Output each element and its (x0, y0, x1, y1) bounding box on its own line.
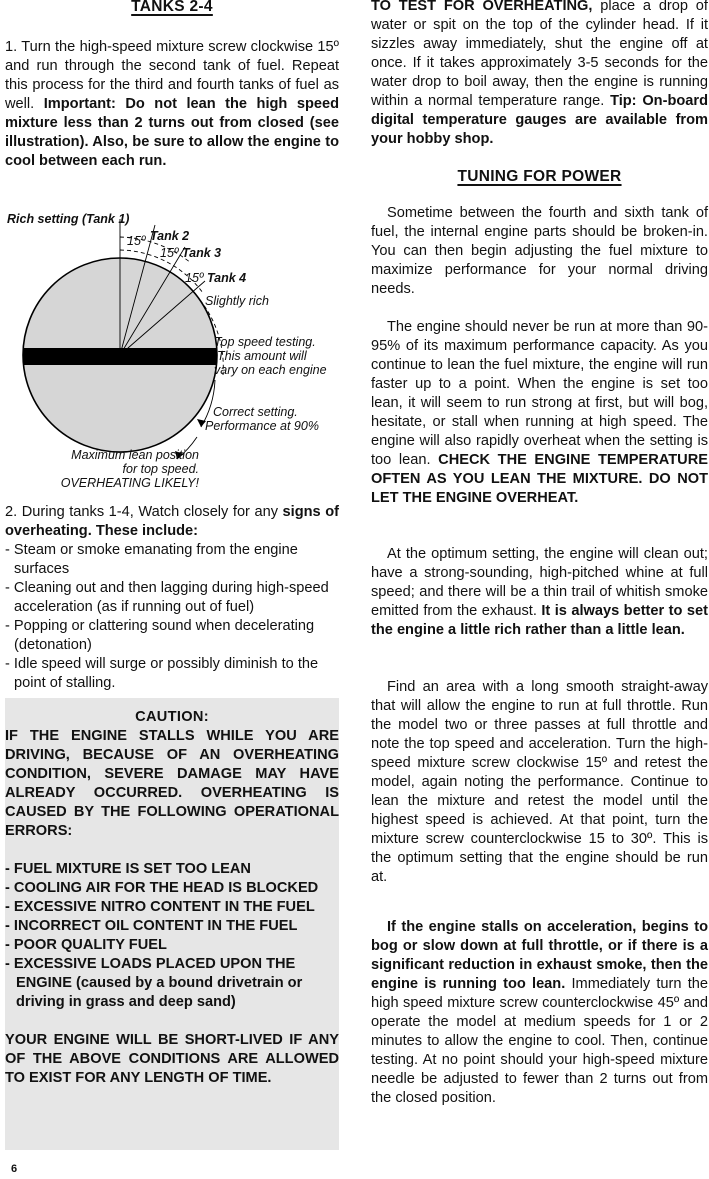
tanks-step-2-bold: signs of overheating. These include: (5, 504, 339, 539)
overheating-signs-list (5, 541, 339, 693)
tuning-paragraph-3-bold: It is always better to set the engine a little rich rather than a little lean. (371, 603, 708, 638)
tank-4-label: Tank 4 (207, 271, 247, 285)
tuning-paragraph-5 (371, 918, 708, 1108)
tuning-paragraph-1: Sometime between the fourth and sixth tank of fuel, the internal engine parts should be broken-in. You can then begin adjusting the fuel mixture to maximize performance for your normal driving needs. (371, 205, 708, 297)
overheat-test-paragraph (371, 0, 708, 149)
tuning-paragraph-3 (371, 545, 708, 640)
overheat-test-text: place a drop of water or spit on the top of the cylinder head. If it sizzles away immediately, shut the engine off at once. If it takes approximately 3-5 seconds for the water drop to boil away, then the engine is running within a normal temperature range. (371, 0, 708, 109)
correct-setting-line-2: Performance at 90% (205, 419, 319, 433)
caution-errors-list (5, 860, 339, 1012)
top-speed-line-1: Top speed testing. (214, 335, 316, 349)
tanks-heading: TANKS 2-4 (131, 0, 213, 15)
list-item: - FUEL MIXTURE IS SET TOO LEAN (5, 861, 251, 877)
slightly-rich-label: Slightly rich (205, 294, 269, 308)
tank-2-label: Tank 2 (150, 229, 190, 243)
tanks-step-1-text: 1. Turn the high-speed mixture screw clockwise 15º and run through the second tank of fuel. Repeat this process for the third and fourth tanks of fuel as well. (5, 39, 339, 112)
rich-setting-label: Rich setting (Tank 1) (7, 212, 130, 226)
list-item: - EXCESSIVE LOADS PLACED UPON THE ENGINE (caused by a bound drivetrain or driving in grass and deep sand) (5, 956, 303, 1010)
tuning-heading: TUNING FOR POWER (457, 168, 622, 185)
list-item: - INCORRECT OIL CONTENT IN THE FUEL (5, 918, 298, 934)
deg-label-3: 15º (185, 271, 204, 285)
tanks-step-2-text: 2. During tanks 1-4, Watch closely for any (5, 504, 278, 520)
list-item: - COOLING AIR FOR THE HEAD IS BLOCKED (5, 880, 319, 896)
tuning-paragraph-5-bold: If the engine stalls on acceleration, begins to bog or slow down at full throttle, or if there is a significant reduction in exhaust smoke, then the engine is running too lean. (371, 919, 708, 992)
list-item: - Idle speed will surge or possibly diminish to the point of stalling. (5, 656, 319, 691)
overheat-test-lead: TO TEST FOR OVERHEATING, (371, 0, 593, 14)
tanks-step-1-important: Important: Do not lean the high speed mixture less than 2 turns out from closed (see illustration). Also, be sure to allow the engine to cool between each run. (5, 96, 340, 169)
list-item: - Cleaning out and then lagging during high-speed acceleration (as if running out of fuel) (5, 580, 329, 615)
list-item: - Popping or clattering sound when decelerating (detonation) (5, 618, 315, 653)
tuning-paragraph-2 (371, 318, 708, 508)
tuning-paragraph-2-warning: CHECK THE ENGINE TEMPERATURE OFTEN AS YOU LEAN THE MIXTURE. DO NOT LET THE ENGINE OVERHEAT. (371, 452, 708, 506)
tuning-paragraph-3-text: At the optimum setting, the engine will clean out; have a strong-sounding, high-pitched whine at full speed; and there will be a thin trail of whitish smoke emitted from the exhaust. (371, 546, 708, 619)
tuning-paragraph-5-text: Immediately turn the high speed mixture screw counterclockwise 45º and operate the model at medium speeds for 1 or 2 minutes to allow the engine to cool. Then, continue testing. At no point should your high-speed mixture needle be adjusted to fewer than 2 turns out from the closed position. (371, 976, 709, 1106)
mixture-screw-diagram (5, 205, 339, 495)
tanks-step-1 (5, 38, 339, 171)
tanks-step-2 (5, 503, 339, 541)
overheat-test-tip: Tip: On-board digital temperature gauges are available from your hobby shop. (371, 93, 708, 147)
caution-intro: IF THE ENGINE STALLS WHILE YOU ARE DRIVING, BECAUSE OF AN OVERHEATING CONDITION, SEVERE DAMAGE MAY HAVE ALREADY OCCURRED. OVERHEATING IS CAUSED BY THE FOLLOWING OPERATIONAL ERRORS: (5, 728, 339, 839)
caution-title: CAUTION: (135, 709, 209, 725)
top-speed-line-2: This amount will (217, 349, 307, 363)
deg-label-2: 15º (160, 246, 179, 260)
caution-outro: YOUR ENGINE WILL BE SHORT-LIVED IF ANY OF THE ABOVE CONDITIONS ARE ALLOWED TO EXIST FOR ANY LENGTH OF TIME. (5, 1032, 339, 1086)
max-lean-line-1: Maximum lean position (71, 448, 199, 462)
list-item: - POOR QUALITY FUEL (5, 937, 167, 953)
caution-box (5, 698, 339, 1150)
tank-3-label: Tank 3 (182, 246, 222, 260)
deg-label-1: 15º (127, 234, 146, 248)
page-number: 6 (11, 1163, 18, 1175)
tuning-paragraph-2-text: The engine should never be run at more than 90-95% of its maximum performance capacity. As you continue to lean the fuel mixture, the engine will run faster up to a point. When the engine is set too lean, it will seem to run strong at first, but will bog, hesitate, or stall when running at high speed. The engine will also rapidly overheat when the setting is too lean. (371, 319, 708, 468)
tuning-paragraph-4: Find an area with a long smooth straight-away that will allow the engine to run at full throttle. Run the model two or three passes at full throttle and note the top speed and acceleration. Turn the high-speed mixture screw clockwise 15º and retest the model, again noting the performance. Continue to lean the mixture and retest the model until the highest speed is achieved. At that point, turn the mixture screw counterclockwise 15 to 30º. This is the optimum setting that the engine should be run at. (371, 679, 708, 885)
max-lean-line-2: for top speed. (122, 462, 199, 476)
top-speed-line-3: vary on each engine (214, 363, 327, 377)
list-item: - Steam or smoke emanating from the engine surfaces (5, 542, 298, 577)
max-lean-line-3: OVERHEATING LIKELY! (60, 476, 199, 490)
list-item: - EXCESSIVE NITRO CONTENT IN THE FUEL (5, 899, 315, 915)
correct-setting-line-1: Correct setting. (213, 405, 298, 419)
